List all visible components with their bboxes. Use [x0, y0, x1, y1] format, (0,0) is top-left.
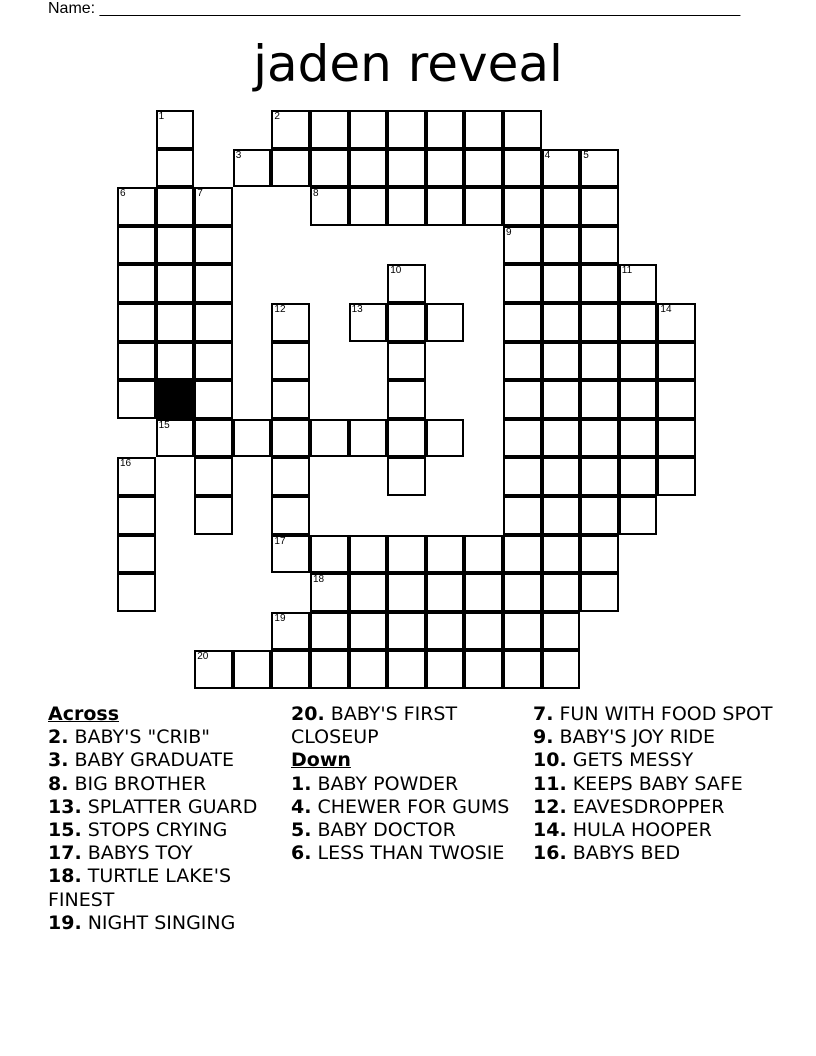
clue-text: FUN WITH FOOD SPOT: [559, 703, 773, 725]
cell-number: 11: [621, 265, 633, 277]
grid-cell[interactable]: [580, 303, 619, 342]
grid-cell[interactable]: [503, 612, 542, 651]
grid-cell[interactable]: [464, 187, 503, 226]
grid-cell[interactable]: [387, 110, 426, 149]
cell-number: 17: [274, 535, 286, 547]
name-label: Name:: [48, 0, 96, 17]
grid-cell[interactable]: [619, 496, 658, 535]
clue-text: KEEPS BABY SAFE: [572, 772, 743, 795]
grid-cell[interactable]: [542, 303, 581, 342]
grid-cell[interactable]: [503, 419, 542, 458]
grid-cell[interactable]: [426, 650, 465, 689]
clue-number: 19.: [48, 911, 82, 934]
clue-down-9: [533, 726, 783, 749]
grid-cell[interactable]: [387, 573, 426, 612]
grid-cell[interactable]: [464, 573, 503, 612]
grid-cell[interactable]: [194, 264, 233, 303]
grid-cell[interactable]: [310, 612, 349, 651]
clue-down-6: [291, 842, 527, 865]
grid-cell[interactable]: [387, 457, 426, 496]
cell-number: 3: [235, 149, 242, 161]
grid-cell[interactable]: [387, 187, 426, 226]
grid-cell[interactable]: [117, 303, 156, 342]
grid-cell[interactable]: [503, 535, 542, 574]
clue-text: BABYS TOY: [87, 842, 193, 865]
grid-cell[interactable]: [503, 110, 542, 149]
grid-cell[interactable]: [387, 380, 426, 419]
clue-text: BABY'S "CRIB": [74, 726, 211, 749]
grid-cell[interactable]: [117, 342, 156, 381]
grid-cell[interactable]: [387, 342, 426, 381]
name-line-blank: ________________________________________________________________________: [99, 0, 741, 17]
cell-number: 8: [313, 188, 319, 200]
cell-number: 20: [197, 651, 209, 663]
clue-across-13: [48, 796, 284, 819]
grid-cell[interactable]: [117, 187, 156, 226]
clue-text: EAVESDROPPER: [572, 795, 725, 818]
grid-cell[interactable]: [349, 612, 388, 651]
cell-number: 19: [274, 612, 286, 624]
grid-cell[interactable]: [156, 110, 195, 149]
clue-text: BABYS BED: [572, 842, 681, 865]
grid-cell[interactable]: [619, 303, 658, 342]
clue-text: BABY'S FIRST CLOSEUP: [291, 703, 458, 749]
clue-number: 10.: [533, 749, 567, 772]
clue-text: NIGHT SINGING: [87, 911, 236, 934]
grid-cell[interactable]: [156, 226, 195, 265]
grid-cell[interactable]: [349, 535, 388, 574]
grid-cell[interactable]: [619, 264, 658, 303]
grid-cell[interactable]: [194, 419, 233, 458]
grid-cell[interactable]: [542, 380, 581, 419]
clue-text: BABY GRADUATE: [74, 749, 234, 772]
clue-number: 13.: [48, 795, 82, 818]
grid-cell[interactable]: [580, 419, 619, 458]
grid-cell[interactable]: [426, 303, 465, 342]
grid-cell[interactable]: [503, 573, 542, 612]
clue-number: 12.: [533, 795, 567, 818]
clue-text: TURTLE LAKE'S FINEST: [48, 865, 232, 911]
grid-cell[interactable]: [542, 187, 581, 226]
grid-cell[interactable]: [156, 264, 195, 303]
clue-text: BABY DOCTOR: [317, 819, 456, 842]
grid-cell[interactable]: [580, 457, 619, 496]
clue-down-4: [291, 796, 527, 819]
clue-across-20: [291, 703, 527, 749]
grid-cell[interactable]: [194, 226, 233, 265]
clue-across-2: [48, 726, 284, 749]
grid-cell[interactable]: [194, 303, 233, 342]
grid-cell[interactable]: [194, 342, 233, 381]
grid-cell[interactable]: [426, 419, 465, 458]
grid-cell[interactable]: [464, 110, 503, 149]
grid-cell[interactable]: [503, 303, 542, 342]
grid-cell[interactable]: [194, 380, 233, 419]
grid-cell[interactable]: [310, 149, 349, 188]
clue-number: 11.: [533, 772, 567, 795]
grid-cell[interactable]: [542, 226, 581, 265]
clue-number: 16.: [533, 842, 567, 865]
grid-cell[interactable]: [310, 110, 349, 149]
grid-cell[interactable]: [310, 187, 349, 226]
grid-cell[interactable]: [464, 149, 503, 188]
clue-number: 8.: [48, 772, 69, 795]
grid-cell[interactable]: [657, 342, 696, 381]
grid-cell[interactable]: [580, 149, 619, 188]
grid-cell[interactable]: [426, 110, 465, 149]
cell-number: 1: [158, 111, 165, 122]
clue-across-8: [48, 773, 284, 796]
grid-cell[interactable]: [271, 535, 310, 574]
grid-cell[interactable]: [503, 149, 542, 188]
clue-number: 1.: [291, 772, 312, 795]
grid-cell[interactable]: [580, 380, 619, 419]
clue-text: BABY'S JOY RIDE: [559, 726, 716, 749]
clue-column-1: [48, 703, 284, 935]
clue-down-16: [533, 842, 783, 865]
clue-text: SPLATTER GUARD: [87, 795, 258, 818]
grid-cell[interactable]: [542, 612, 581, 651]
grid-cell[interactable]: [503, 650, 542, 689]
cell-number: 7: [197, 188, 203, 200]
clue-number: 17.: [48, 842, 82, 865]
grid-cell[interactable]: [464, 612, 503, 651]
cell-number: 12: [274, 304, 286, 315]
grid-cell[interactable]: [117, 380, 156, 419]
grid-cell[interactable]: [194, 650, 233, 689]
grid-cell[interactable]: [349, 419, 388, 458]
clue-number: 18.: [48, 865, 82, 888]
cell-number: 16: [120, 458, 132, 470]
grid-cell[interactable]: [580, 342, 619, 381]
clue-down-11: [533, 773, 783, 796]
grid-cell[interactable]: [271, 342, 310, 381]
cell-number: 18: [313, 574, 325, 586]
clue-across-3: [48, 749, 284, 772]
grid-cell[interactable]: [619, 457, 658, 496]
grid-cell[interactable]: [271, 303, 310, 342]
clue-number: 5.: [291, 819, 312, 842]
grid-cell[interactable]: [657, 380, 696, 419]
grid-cell[interactable]: [387, 264, 426, 303]
grid-cell[interactable]: [349, 187, 388, 226]
clue-down-12: [533, 796, 783, 819]
clue-down-7: [533, 703, 783, 726]
grid-cell[interactable]: [426, 187, 465, 226]
clue-down-1: [291, 773, 527, 796]
cell-number: 9: [506, 226, 512, 238]
clue-across-19: [48, 912, 284, 935]
clue-text: STOPS CRYING: [87, 819, 228, 842]
clue-down-10: [533, 749, 783, 772]
grid-cell[interactable]: [349, 650, 388, 689]
grid-cell[interactable]: [542, 496, 581, 535]
cell-number: 6: [120, 188, 126, 200]
grid-cell[interactable]: [503, 226, 542, 265]
grid-cell[interactable]: [503, 264, 542, 303]
grid-cell[interactable]: [503, 342, 542, 381]
grid-cell[interactable]: [542, 149, 581, 188]
clue-text: HULA HOOPER: [572, 819, 712, 842]
grid-cell[interactable]: [657, 419, 696, 458]
grid-cell[interactable]: [310, 419, 349, 458]
grid-cell[interactable]: [503, 187, 542, 226]
clue-across-15: [48, 819, 284, 842]
clue-across-17: [48, 842, 284, 865]
grid-cell[interactable]: [156, 303, 195, 342]
grid-cell[interactable]: [542, 342, 581, 381]
grid-cell[interactable]: [349, 573, 388, 612]
black-cell: [156, 380, 195, 419]
grid-cell[interactable]: [271, 457, 310, 496]
grid-cell[interactable]: [233, 149, 272, 188]
cell-number: 2: [274, 111, 280, 122]
grid-cell[interactable]: [271, 149, 310, 188]
grid-cell[interactable]: [194, 496, 233, 535]
clue-text: BABY POWDER: [317, 772, 459, 795]
clue-text: GETS MESSY: [572, 749, 694, 772]
grid-cell[interactable]: [619, 342, 658, 381]
grid-cell[interactable]: [387, 419, 426, 458]
grid-cell[interactable]: [271, 110, 310, 149]
grid-cell[interactable]: [542, 419, 581, 458]
grid-cell[interactable]: [194, 457, 233, 496]
grid-cell[interactable]: [156, 342, 195, 381]
clue-across-18: [48, 865, 284, 911]
grid-cell[interactable]: [464, 535, 503, 574]
grid-cell[interactable]: [156, 149, 195, 188]
cell-number: 15: [158, 419, 170, 431]
grid-cell[interactable]: [580, 226, 619, 265]
grid-cell[interactable]: [117, 573, 156, 612]
grid-cell[interactable]: [349, 110, 388, 149]
cell-number: 4: [544, 149, 551, 161]
clue-number: 9.: [533, 726, 554, 749]
grid-cell[interactable]: [542, 535, 581, 574]
grid-cell[interactable]: [426, 612, 465, 651]
grid-cell[interactable]: [117, 264, 156, 303]
grid-cell[interactable]: [271, 650, 310, 689]
grid-cell[interactable]: [580, 535, 619, 574]
grid-cell[interactable]: [426, 149, 465, 188]
grid-cell[interactable]: [194, 187, 233, 226]
grid-cell[interactable]: [310, 535, 349, 574]
clue-text: CHEWER FOR GUMS: [317, 795, 510, 818]
grid-cell[interactable]: [349, 149, 388, 188]
grid-cell[interactable]: [117, 535, 156, 574]
grid-cell[interactable]: [657, 303, 696, 342]
cell-number: 5: [583, 149, 589, 161]
grid-cell[interactable]: [580, 573, 619, 612]
clue-text: BIG BROTHER: [74, 772, 207, 795]
clue-number: 6.: [291, 842, 312, 865]
grid-cell[interactable]: [619, 380, 658, 419]
grid-cell[interactable]: [117, 496, 156, 535]
grid-cell[interactable]: [387, 535, 426, 574]
grid-cell[interactable]: [156, 187, 195, 226]
grid-cell[interactable]: [580, 496, 619, 535]
grid-cell[interactable]: [464, 650, 503, 689]
grid-cell[interactable]: [310, 650, 349, 689]
clue-number: 14.: [533, 819, 567, 842]
clue-text: LESS THAN TWOSIE: [317, 842, 505, 865]
grid-cell[interactable]: [619, 419, 658, 458]
clue-number: 20.: [291, 703, 325, 725]
grid-cell[interactable]: [542, 573, 581, 612]
grid-cell[interactable]: [426, 535, 465, 574]
grid-cell[interactable]: [271, 380, 310, 419]
cell-number: 10: [390, 265, 402, 277]
grid-cell[interactable]: [426, 573, 465, 612]
clue-down-14: [533, 819, 783, 842]
grid-cell[interactable]: [271, 612, 310, 651]
clue-column-2: [291, 703, 527, 865]
grid-cell[interactable]: [387, 650, 426, 689]
clue-number: 4.: [291, 795, 312, 818]
down-heading: Down: [291, 749, 351, 772]
grid-cell[interactable]: [387, 612, 426, 651]
grid-cell[interactable]: [657, 457, 696, 496]
clue-column-3: [533, 703, 783, 865]
grid-cell[interactable]: [580, 264, 619, 303]
grid-cell[interactable]: [542, 457, 581, 496]
grid-cell[interactable]: [349, 303, 388, 342]
grid-cell[interactable]: [542, 264, 581, 303]
grid-cell[interactable]: [233, 419, 272, 458]
grid-cell[interactable]: [387, 149, 426, 188]
clue-down-5: [291, 819, 527, 842]
grid-cell[interactable]: [271, 496, 310, 535]
clue-number: 3.: [48, 749, 69, 772]
clue-number: 15.: [48, 819, 82, 842]
cell-number: 13: [351, 304, 363, 315]
across-heading: Across: [48, 703, 120, 725]
cell-number: 14: [660, 304, 672, 315]
grid-cell[interactable]: [271, 419, 310, 458]
clue-number: 7.: [533, 703, 554, 725]
clue-number: 2.: [48, 726, 69, 749]
grid-cell[interactable]: [156, 419, 195, 458]
grid-cell[interactable]: [503, 380, 542, 419]
grid-cell[interactable]: [117, 457, 156, 496]
grid-cell[interactable]: [503, 457, 542, 496]
grid-cell[interactable]: [233, 650, 272, 689]
grid-cell[interactable]: [117, 226, 156, 265]
grid-cell[interactable]: [503, 496, 542, 535]
grid-cell[interactable]: [542, 650, 581, 689]
page-title: jaden reveal: [253, 35, 563, 93]
grid-cell[interactable]: [580, 187, 619, 226]
grid-cell[interactable]: [387, 303, 426, 342]
grid-cell[interactable]: [310, 573, 349, 612]
